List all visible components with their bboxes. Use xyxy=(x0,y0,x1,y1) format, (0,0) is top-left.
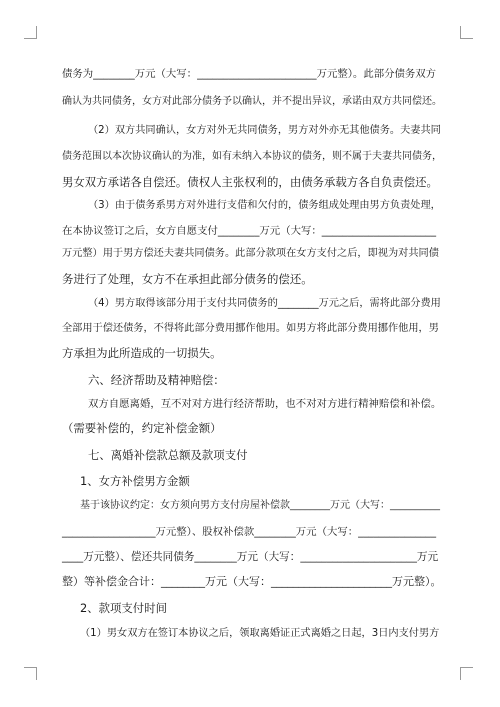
corner-mark-bottom-right xyxy=(460,667,473,680)
text-line-4: 债务范围以本次协议确认的为准，如有未纳入本协议的债务，则不属于夫妻共同债务， xyxy=(62,151,442,162)
section-heading-7: 七、离婚补偿款总额及款项支付 xyxy=(88,448,248,462)
text-line-18: 基于该协议约定：女方须向男方支付房屋补偿款________万元（大写：__________ xyxy=(80,500,440,511)
text-line-21: 整）等补偿金合计：________万元（大写：______________________万元整）。 xyxy=(62,575,442,588)
text-line-20: ____万元整）、偿还共同债务________万元（大写：______________________万元 xyxy=(62,551,439,563)
corner-mark-bottom-left xyxy=(24,667,37,680)
subheading-2: 2、款项支付时间 xyxy=(80,601,167,615)
text-line-7: 在本协议签订之后，女方自愿支付________万元（大写：______________________ xyxy=(62,225,437,237)
text-line-10: （4）男方取得该部分用于支付共同债务的________万元之后，需将此部分费用 xyxy=(88,298,441,309)
text-line-15: （需要补偿的，约定补偿金额） xyxy=(62,421,222,435)
text-line-19: __________________万元整）、股权补偿款________万元（大写：_______________ xyxy=(62,526,437,538)
text-line-23: （1）男女双方在签订本协议之后，领取离婚证正式离婚之日起，3日内支付男方 xyxy=(80,628,440,639)
text-line-11: 全部用于偿还债务，不得将此部分费用挪作他用。如男方将此部分费用挪作他用，男 xyxy=(62,323,439,334)
text-line-6: （3）由于债务系男方对外进行支借和欠付的，债务组成处理由男方负责处理， xyxy=(88,200,441,211)
text-line-9: 务进行了处理，女方不在承担此部分债务的偿还。 xyxy=(62,272,313,286)
text-line-8: 万元整）用于男方偿还夫妻共同债务。此部分款项在女方支付之后，即视为对共同债 xyxy=(62,248,439,259)
corner-mark-top-left xyxy=(24,26,37,39)
text-line-2: 确认为共同债务，女方对此部分债务予以确认，并不提出异议，承诺由双方共同偿还。 xyxy=(62,96,442,107)
section-heading-6: 六、经济帮助及精神赔偿： xyxy=(88,373,225,387)
text-line-1: 债务为________万元（大写：_______________________万元整）。此部分债务双方 xyxy=(62,68,437,80)
corner-mark-top-right xyxy=(460,26,473,39)
text-line-14: 双方自愿离婚，互不对对方进行经济帮助，也不对对方进行精神赔偿和补偿。 xyxy=(88,398,442,410)
text-line-3: （2）双方共同确认，女方对外无共同债务，男方对外亦无其他债务。夫妻共同 xyxy=(88,125,441,136)
text-line-12: 方承担为此所造成的一切损失。 xyxy=(62,346,222,360)
subheading-1: 1、女方补偿男方金额 xyxy=(80,474,190,488)
text-line-5: 男女双方承诺各自偿还。债权人主张权利的，由债务承载方各自负责偿还。 xyxy=(62,175,438,189)
